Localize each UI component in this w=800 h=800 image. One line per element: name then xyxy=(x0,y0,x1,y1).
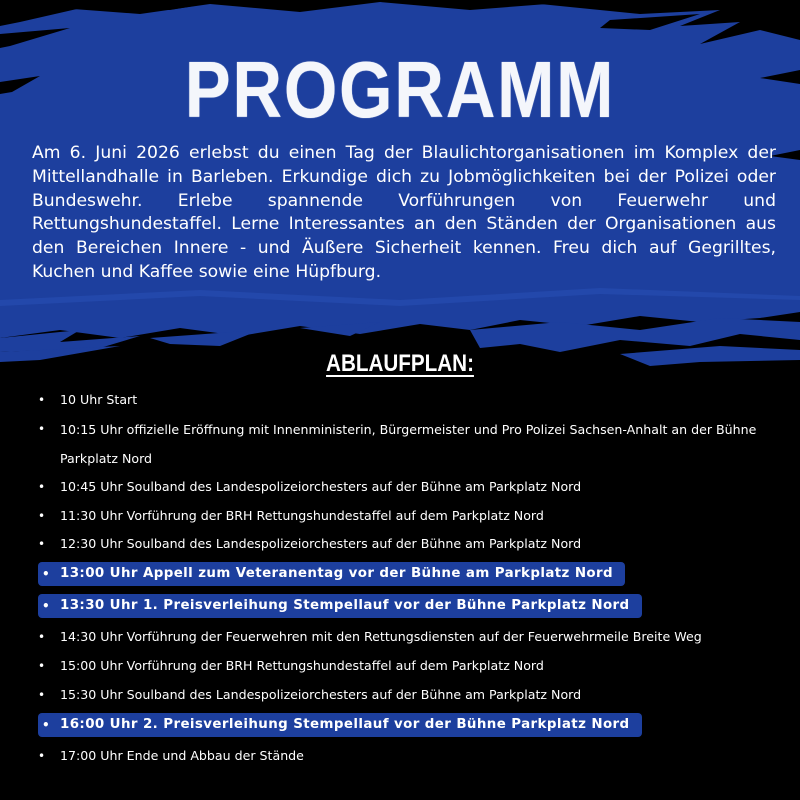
schedule-item xyxy=(38,623,790,652)
schedule-item xyxy=(38,742,790,771)
schedule-item-text: 11:30 Uhr Vorführung der BRH Rettungshundestaffel auf dem Parkplatz Nord xyxy=(60,507,544,523)
schedule-heading: ABLAUFPLAN: xyxy=(326,350,474,377)
schedule-item-text: 15:30 Uhr Soulband des Landespolizeiorchesters auf der Bühne am Parkplatz Nord xyxy=(60,686,582,702)
schedule-item-text: 10:45 Uhr Soulband des Landespolizeiorchesters auf der Bühne am Parkplatz Nord xyxy=(60,478,582,494)
bullet-icon: • xyxy=(38,687,46,702)
schedule-item-text: 13:00 Uhr Appell zum Veteranentag vor der Bühne am Parkplatz Nord xyxy=(60,566,614,582)
bullet-icon: • xyxy=(38,508,46,523)
bullet-icon: • xyxy=(42,717,51,732)
bullet-icon: • xyxy=(38,421,46,436)
bullet-icon: • xyxy=(38,630,46,645)
schedule-item-text: 17:00 Uhr Ende und Abbau der Stände xyxy=(60,747,304,763)
schedule-item-text: 13:30 Uhr 1. Preisverleihung Stempellauf vor der Bühne Parkplatz Nord xyxy=(60,598,630,614)
schedule-item-text: 15:00 Uhr Vorführung der BRH Rettungshundestaffel auf dem Parkplatz Nord xyxy=(60,657,544,673)
schedule-item-highlighted xyxy=(38,594,642,618)
program-title: PROGRAMM xyxy=(184,45,616,134)
intro-paragraph: Am 6. Juni 2026 erlebst du einen Tag der Blaulichtorganisationen im Komplex der Mittellandhalle in Barleben. Erkundige dich zu Jobmöglichkeiten bei der Polizei oder Bundeswehr. Erlebe spannende Vorführungen von Feuerwehr und Rettungshundestaffel. Lerne Interessantes an den Ständen der Organisationen aus den Bereichen Innere - und Äußere Sicherheit kennen. Freu dich auf Gegrilltes, Kuchen und Kaffee sowie eine Hüpfburg. xyxy=(32,143,776,282)
schedule-item-text: 16:00 Uhr 2. Preisverleihung Stempellauf vor der Bühne Parkplatz Nord xyxy=(60,716,630,732)
schedule-item-highlighted xyxy=(38,562,625,586)
schedule-item xyxy=(38,386,790,415)
bullet-icon: • xyxy=(42,567,51,582)
schedule-item-text: 12:30 Uhr Soulband des Landespolizeiorchesters auf der Bühne am Parkplatz Nord xyxy=(60,536,582,552)
schedule-item-text: 10 Uhr Start xyxy=(60,392,138,407)
bullet-icon: • xyxy=(42,599,51,614)
bullet-icon: • xyxy=(38,748,46,763)
bullet-icon: • xyxy=(38,658,46,673)
schedule-item-text: 14:30 Uhr Vorführung der Feuerwehren mit den Rettungsdiensten auf der Feuerwehrmeile Breite Weg xyxy=(60,629,702,645)
schedule-item-text: 10:15 Uhr offizielle Eröffnung mit Innenministerin, Bürgermeister und Pro Polizei Sachsen-Anhalt an der Bühne Parkplatz Nord xyxy=(60,421,757,466)
schedule-item xyxy=(38,415,790,473)
bullet-icon: • xyxy=(38,393,46,407)
schedule-list xyxy=(38,386,790,770)
schedule-item xyxy=(38,502,790,531)
schedule-item xyxy=(38,652,790,681)
schedule-item xyxy=(38,473,790,502)
bullet-icon: • xyxy=(38,479,46,494)
bullet-icon: • xyxy=(38,537,46,552)
schedule-item xyxy=(38,530,790,559)
schedule-item-highlighted xyxy=(38,713,642,737)
schedule-item xyxy=(38,681,790,710)
